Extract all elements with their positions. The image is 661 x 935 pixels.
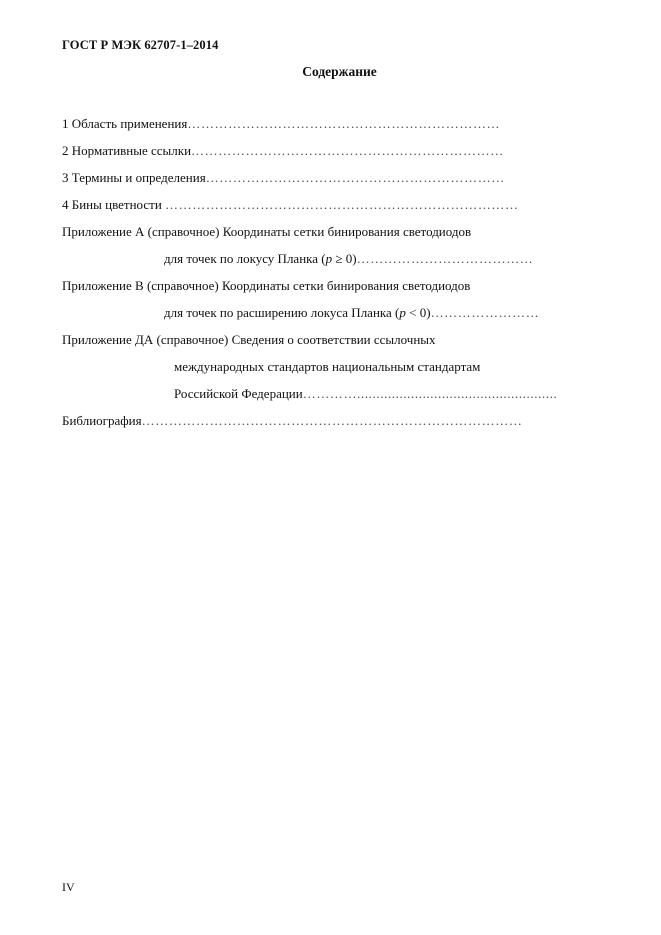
toc-entry-appendix-da-line2[interactable] [174,359,480,375]
toc-entry-text: Библиография [62,413,142,428]
variable-p: p [325,251,333,266]
standard-designation: ГОСТ Р МЭК 62707-1–2014 [62,38,219,52]
toc-entry-appendix-a-line1[interactable] [62,224,471,240]
toc-entry-appendix-da-line1[interactable] [62,332,436,348]
toc-entry-text: 4 Бины цветности [62,197,166,212]
toc-entry-appendix-a-line2[interactable] [164,251,533,267]
leader-dots: …………………………………………………………………… [165,197,519,212]
toc-entry-text: международных стандартов национальным стандартам [174,359,481,374]
leader-dots: ………………………………………………………………………… [141,413,523,428]
toc-entry-text: ≥ 0) [332,251,357,266]
toc-title: Содержание [302,64,377,79]
toc-entry-bibliography[interactable] [62,413,522,429]
toc-entry-text: < 0) [405,305,431,320]
toc-entry-text: Приложение А (справочное) Координаты сетки бинирования светодиодов [62,224,472,239]
toc-entry-text: для точек по локусу Планка ( [164,251,326,266]
leader-dots: ………………………………………………………… [205,170,505,185]
toc-entry-appendix-b-line1[interactable] [62,278,470,294]
leader-dots: ………………………………… [356,251,534,266]
toc-entry-text: 2 Нормативные ссылки [62,143,192,158]
leader-dots: …………………… [430,305,540,320]
leader-dots: ………….................................................... [302,386,558,401]
toc-entry-text: Приложение ДА (справочное) Сведения о соответствии ссылочных [62,332,436,347]
toc-entry-normative-references[interactable] [62,143,504,159]
page-number: IV [62,880,75,894]
toc-entry-text: Приложение В (справочное) Координаты сетки бинирования светодиодов [62,278,471,293]
toc-entry-text: Российской Федерации [174,386,303,401]
leader-dots: …………………………………………………………… [191,143,504,158]
toc-entry-appendix-b-line2[interactable] [164,305,539,321]
toc-entry-text: 3 Термины и определения [62,170,206,185]
leader-dots: …………………………………………………………… [187,116,501,131]
toc-entry-scope[interactable] [62,116,500,132]
toc-entry-text: для точек по расширению локуса Планка ( [164,305,400,320]
toc-entry-appendix-da-line3[interactable] [174,386,557,402]
toc-entry-terms-definitions[interactable] [62,170,505,186]
toc-entry-chromaticity-bins[interactable] [62,197,519,213]
variable-p: p [399,305,406,320]
toc-entry-text: 1 Область применения [62,116,188,131]
